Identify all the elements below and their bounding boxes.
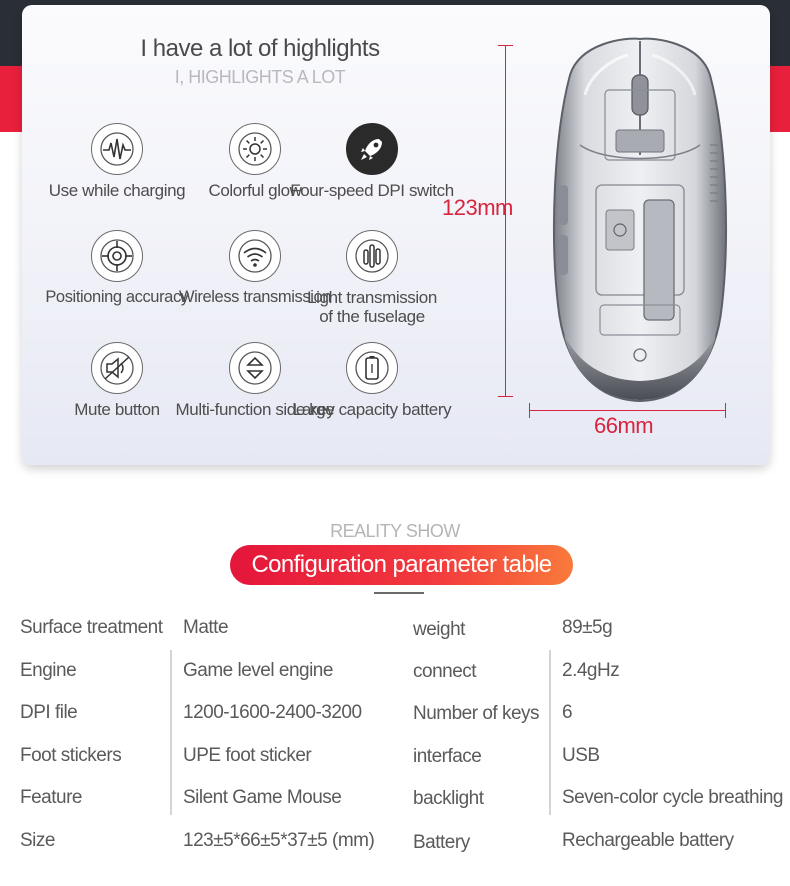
width-dimension-label: 66mm [594,413,654,438]
config-title-pill: Configuration parameter table [230,545,573,585]
param-v2-3: USB [562,744,600,766]
feature-four-speed-dpi [277,123,467,200]
feature-label: Use while charging [48,181,186,200]
param-v2-1: 2.4gHz [562,659,620,681]
param-v2-2: 6 [562,702,573,723]
reality-show-kicker: REALITY SHOW [330,521,460,541]
heartbeat-icon [91,123,143,175]
mute-speaker-icon [91,342,143,394]
feature-label: Four-speed DPI switch [290,181,454,200]
highlights-card [22,5,770,465]
param-k2-4: backlight [413,788,484,809]
param-k1-5: Size [20,829,55,851]
feature-label: Mute button [74,400,160,419]
height-dimension-cap-bottom [498,396,513,397]
param-v1-4: Silent Game Mouse [183,787,342,808]
param-k1-2: DPI file [20,702,78,723]
feature-label: Multi-function side key [175,400,335,419]
param-v1-3: UPE foot sticker [183,744,312,766]
param-k2-0: weight [413,619,465,640]
title-underline [374,592,424,594]
feature-label: Colorful glow [208,181,302,200]
param-v2-4: Seven-color cycle breathing [562,787,783,808]
transparent-mouse-image [540,35,740,405]
light-bars-icon [346,230,398,282]
param-k2-2: Number of keys [413,703,540,724]
rocket-icon [346,123,398,175]
param-v1-1: Game level engine [183,659,333,681]
column-divider-left [170,650,172,815]
width-dimension-line [529,410,726,411]
feature-label: Light transmission [307,288,437,307]
param-v1-2: 1200-1600-2400-3200 [183,702,362,723]
param-k1-1: Engine [20,659,77,681]
feature-label-line2: of the fuselage [319,307,425,326]
wifi-icon [229,230,281,282]
feature-label: Positioning accuracy [45,288,189,306]
height-dimension-line [505,45,506,397]
feature-label: Large capacity battery [292,400,452,419]
param-k1-4: Feature [20,787,82,808]
param-k2-5: Battery [413,831,470,853]
param-v2-0: 89±5g [562,617,613,638]
feature-label: Wireless transmission [178,288,332,306]
param-v1-0: Matte [183,617,229,638]
param-v1-5: 123±5*66±5*37±5 (mm) [183,829,375,851]
param-v2-5: Rechargeable battery [562,829,734,851]
crosshair-icon [91,230,143,282]
param-k2-3: interface [413,745,482,767]
param-k1-3: Foot stickers [20,744,122,766]
highlights-subtitle: I, HIGHLIGHTS A LOT [174,67,346,87]
highlights-title: I have a lot of highlights [140,35,380,62]
up-down-arrows-icon [229,342,281,394]
battery-icon [346,342,398,394]
column-divider-right [549,650,551,815]
feature-light-transmission [277,230,467,326]
sun-glow-icon [229,123,281,175]
param-k2-1: connect [413,660,477,682]
height-dimension-label: 123mm [442,195,513,220]
feature-large-capacity-battery [277,342,467,419]
param-k1-0: Surface treatment [20,617,163,638]
width-dimension-cap-right [725,403,726,418]
